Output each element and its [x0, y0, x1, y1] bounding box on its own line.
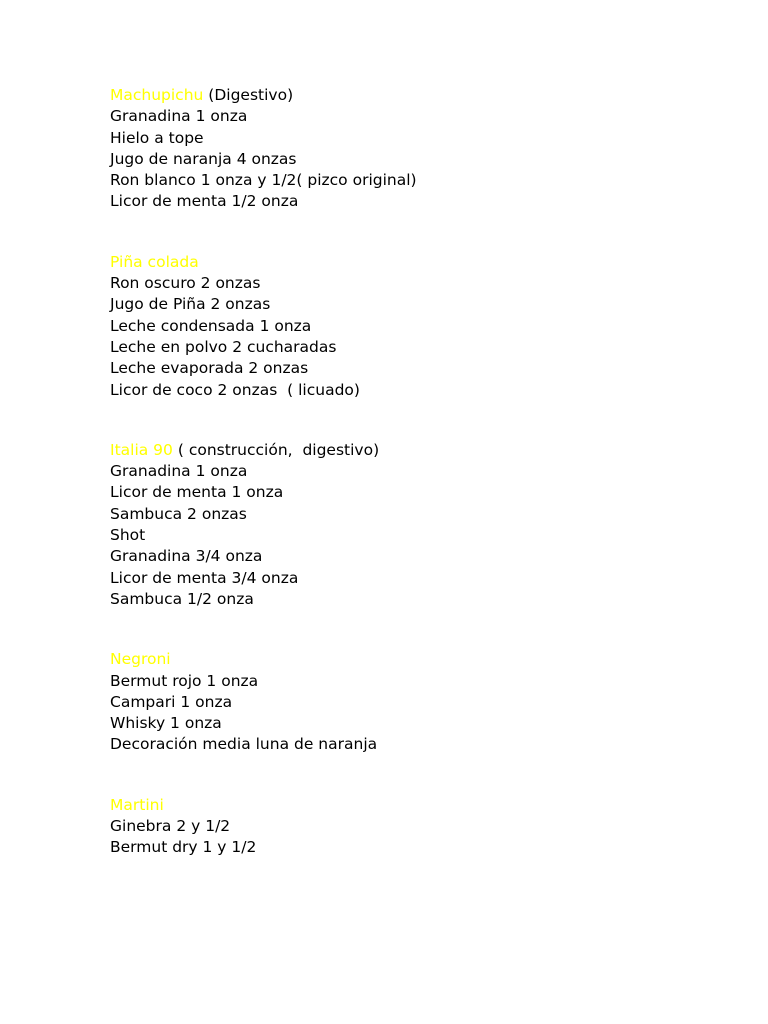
recipe-block: [110, 440, 730, 610]
ingredient-line: Jugo de Piña 2 onzas: [110, 295, 271, 314]
ingredient-line: Leche condensada 1 onza: [110, 316, 312, 335]
ingredient-line: Sambuca 1/2 onza: [110, 589, 254, 608]
ingredient-line: Ron blanco 1 onza y 1/2( pizco original): [110, 171, 417, 190]
recipe-list: [110, 85, 730, 898]
recipe-title-line: [110, 649, 730, 670]
recipe-title-line: [110, 440, 730, 461]
ingredient-line: Granadina 1 onza: [110, 462, 248, 481]
recipe-name: Machupichu: [110, 86, 204, 104]
ingredient-line: Hielo a tope: [110, 128, 204, 147]
recipe-title-line: [110, 85, 730, 106]
recipe-name: Negroni: [110, 650, 171, 669]
ingredient-line: Licor de coco 2 onzas ( licuado): [110, 380, 360, 399]
recipe-block: [110, 85, 730, 213]
ingredient-line: Ron oscuro 2 onzas: [110, 274, 261, 293]
ingredient-line: Leche en polvo 2 cucharadas: [110, 337, 337, 356]
recipe-name: Italia 90: [110, 440, 173, 459]
ingredient-line: Campari 1 onza: [110, 692, 233, 711]
ingredient-line: Licor de menta 1/2 onza: [110, 192, 299, 211]
ingredient-line: Decoración media luna de naranja: [110, 735, 378, 754]
ingredient-line: Bermut rojo 1 onza: [110, 671, 259, 690]
recipe-block: [110, 252, 730, 401]
ingredient-line: Leche evaporada 2 onzas: [110, 359, 309, 378]
recipe-note: (Digestivo): [203, 86, 294, 104]
ingredient-line: Ginebra 2 y 1/2: [110, 817, 231, 836]
ingredient-line: Bermut dry 1 y 1/2: [110, 838, 257, 857]
recipe-title-line: [110, 795, 730, 816]
ingredient-line: Jugo de naranja 4 onzas: [110, 149, 297, 168]
ingredient-line: Shot: [110, 526, 146, 545]
recipe-title-line: [110, 252, 730, 273]
ingredient-line: Whisky 1 onza: [110, 714, 222, 733]
recipe-note: ( construcción, digestivo): [172, 440, 380, 459]
ingredient-line: Licor de menta 1 onza: [110, 483, 284, 502]
ingredient-line: Licor de menta 3/4 onza: [110, 568, 299, 587]
recipe-name: Piña colada: [110, 252, 199, 271]
recipe-name: Martini: [110, 795, 164, 814]
ingredient-line: Granadina 3/4 onza: [110, 547, 263, 566]
recipe-block: [110, 795, 730, 859]
ingredient-line: Sambuca 2 onzas: [110, 504, 247, 523]
recipe-block: [110, 649, 730, 755]
ingredient-line: Granadina 1 onza: [110, 107, 248, 126]
